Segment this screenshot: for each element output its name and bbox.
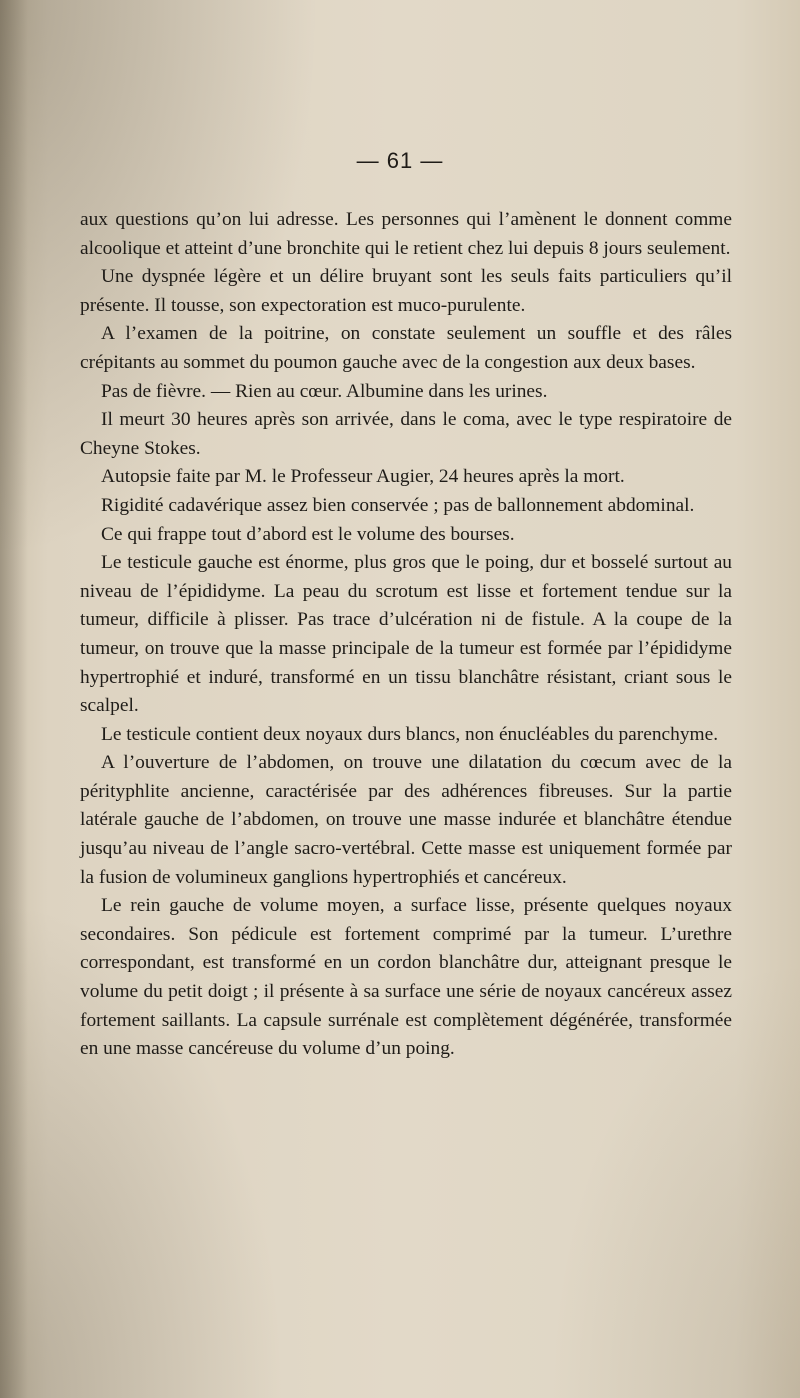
paragraph-10: Le testicule contient deux noyaux durs blancs, non énucléables du parenchyme. (101, 723, 719, 745)
paragraph-12: Le rein gauche de volume moyen, a surface lisse, présente quelques noyaux secondaires. Son pédicule est fortement comprimé par la tumeur. L’urethre correspondant, est transformé en un cordon blanchâtre dur, atteignant presque le volume du petit doigt ; il présente à sa surface une série de noyaux cancéreux assez fortement saillants. La capsule surrénale est complètement dégénérée, transformée en une masse cancéreuse du volume d’un poing. (80, 895, 732, 1060)
paragraph-5: Il meurt 30 heures après son arrivée, dans le coma, avec le type respiratoire de Cheyne Stokes. (80, 409, 732, 459)
page-number: — 61 — (356, 148, 444, 173)
paragraph-4: Pas de fièvre. — Rien au cœur. Albumine dans les urines. (101, 380, 548, 402)
paragraph-3: A l’examen de la poitrine, on constate seulement un souffle et des râles crépitants au sommet du poumon gauche avec de la congestion aux deux bases. (80, 323, 732, 373)
paragraph-6: Autopsie faite par M. le Professeur Augier, 24 heures après la mort. (101, 466, 625, 488)
paragraph-9: Le testicule gauche est énorme, plus gros que le poing, dur et bosselé surtout au niveau de l’épididyme. La peau du scrotum est lisse et fortement tendue sur la tumeur, difficile à plisser. Pas trace d’ulcération ni de fistule. A la coupe de la tumeur, on trouve que la masse principale de la tumeur est formée par l’épididyme hypertrophié et induré, transformé en un tissu blanchâtre résistant, criant sous le scalpel. (80, 552, 732, 717)
paragraph-8: Ce qui frappe tout d’abord est le volume des bourses. (101, 523, 515, 545)
paragraph-7: Rigidité cadavérique assez bien conservée ; pas de ballonnement abdominal. (101, 494, 695, 516)
paragraph-2: Une dyspnée légère et un délire bruyant sont les seuls faits particuliers qu’il présente. Il tousse, son expectoration est muco-purulente. (80, 266, 732, 316)
body-text (80, 206, 732, 1064)
paragraph-1: aux questions qu’on lui adresse. Les personnes qui l’amènent le donnent comme alcoolique et atteint d’une bronchite qui le retient chez lui depuis 8 jours seulement. (80, 209, 732, 259)
paragraph-11: A l’ouverture de l’abdomen, on trouve une dilatation du cœcum avec de la pérityphlite ancienne, caractérisée par des adhérences fibreuses. Sur la partie latérale gauche de l’abdomen, on trouve une masse indurée et blanchâtre étendue jusqu’au niveau de l’angle sacro-vertébral. Cette masse est uniquement formée par la fusion de volumineux ganglions hypertrophiés et cancéreux. (80, 752, 732, 888)
page-edge-shadow (0, 0, 28, 1398)
